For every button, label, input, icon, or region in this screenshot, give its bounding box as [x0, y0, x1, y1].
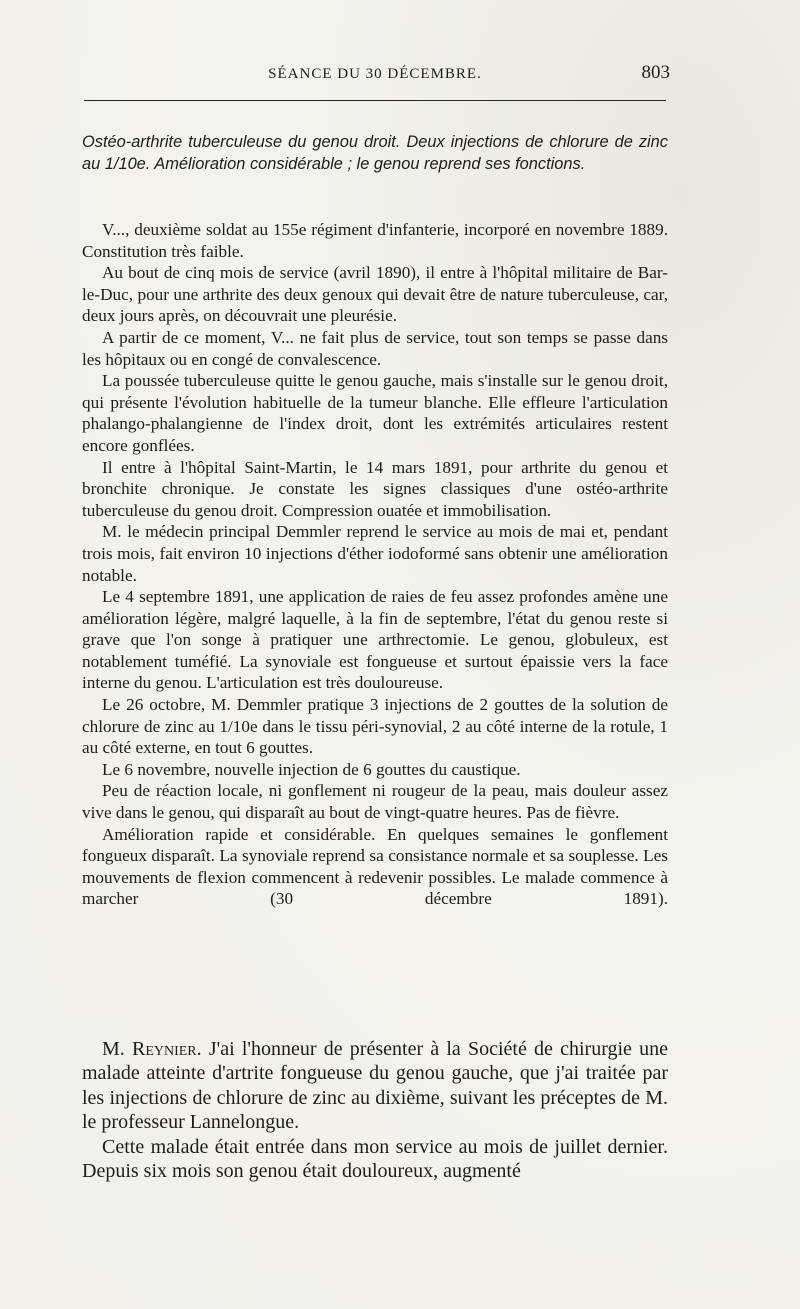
page-number: 803	[641, 62, 670, 83]
case-summary: Ostéo-arthrite tuberculeuse du genou droit. Deux injections de chlorure de zinc au 1/10e. Amélioration considérable ; le genou reprend ses fonctions.	[82, 133, 668, 173]
case-paragraph: Le 6 novembre, nouvelle injection de 6 gouttes du caustique.	[102, 759, 521, 779]
case-paragraph: A partir de ce moment, V... ne fait plus de service, tout son temps se passe dans les hôpitaux ou en congé de convalescence.	[82, 327, 668, 369]
case-paragraph: Le 26 octobre, M. Demmler pratique 3 injections de 2 gouttes de la solution de chlorure de zinc au 1/10e dans le tissu péri-synovial, 2 au côté interne de la rotule, 1 au côté externe, en tout 6 gouttes.	[82, 695, 668, 758]
case-paragraph: M. le médecin principal Demmler reprend le service au mois de mai et, pendant trois mois, fait environ 10 injections d'éther iodoformé sans obtenir une amélioration notable.	[82, 522, 668, 585]
report-paragraph	[82, 1037, 668, 1135]
report-text: J'ai l'honneur de présenter à la Société de chirurgie une malade atteinte d'artrite fongueuse du genou gauche, que j'ai traitée par les injections de chlorure de zinc au dixième, suivant les préceptes de M. le professeur Lannelongue.	[82, 1038, 669, 1134]
case-paragraph: Il entre à l'hôpital Saint-Martin, le 14 mars 1891, pour arthrite du genou et bronchite chronique. Je constate les signes classiques d'une ostéo-arthrite tuberculeuse du genou droit. Compression ouatée et immobilisation.	[82, 457, 668, 520]
case-report	[82, 219, 668, 910]
speaker-name: M. Reynier.	[102, 1038, 202, 1060]
running-title: SÉANCE DU 30 DÉCEMBRE.	[268, 66, 482, 82]
report-paragraph: Cette malade était entrée dans mon service au mois de juillet dernier. Depuis six mois son genou était douloureux, augmenté	[82, 1135, 668, 1183]
case-paragraph: Peu de réaction locale, ni gonflement ni rougeur de la peau, mais douleur assez vive dans le genou, qui disparaît au bout de vingt-quatre heures. Pas de fièvre.	[82, 781, 668, 823]
case-paragraph: V..., deuxième soldat au 155e régiment d'infanterie, incorporé en novembre 1889. Constitution très faible.	[82, 220, 668, 261]
case-paragraph: Au bout de cinq mois de service (avril 1890), il entre à l'hôpital militaire de Bar-le-Duc, pour une arthrite des deux genoux qui devait être de nature tuberculeuse, car, deux jours après, on découvrait une pleurésie.	[82, 263, 668, 326]
case-paragraph: La poussée tuberculeuse quitte le genou gauche, mais s'installe sur le genou droit, qui présente l'évolution habituelle de la tumeur blanche. Elle effleure l'articulation phalango-phalangienne de l'index droit, dont les extrémités articulaires restent encore gonflées.	[82, 371, 668, 455]
case-paragraph: Amélioration rapide et considérable. En quelques semaines le gonflement fongueux disparaît. La synoviale reprend sa consistance normale et sa souplesse. Les mouvements de flexion commencent à redevenir possibles. Le malade commence à marcher (30 décembre 1891).	[82, 824, 668, 909]
running-head	[82, 62, 668, 86]
society-report	[82, 1037, 668, 1183]
case-paragraph: Le 4 septembre 1891, une application de raies de feu assez profondes amène une amélioration légère, malgré laquelle, à la fin de septembre, l'état du genou reste si grave que l'on songe à pratiquer une arthrectomie. Le genou, globuleux, est notablement tuméfié. La synoviale est fongueuse et surtout épaissie vers la face interne du genou. L'articulation est très douloureuse.	[82, 587, 668, 693]
header-rule	[84, 100, 666, 101]
